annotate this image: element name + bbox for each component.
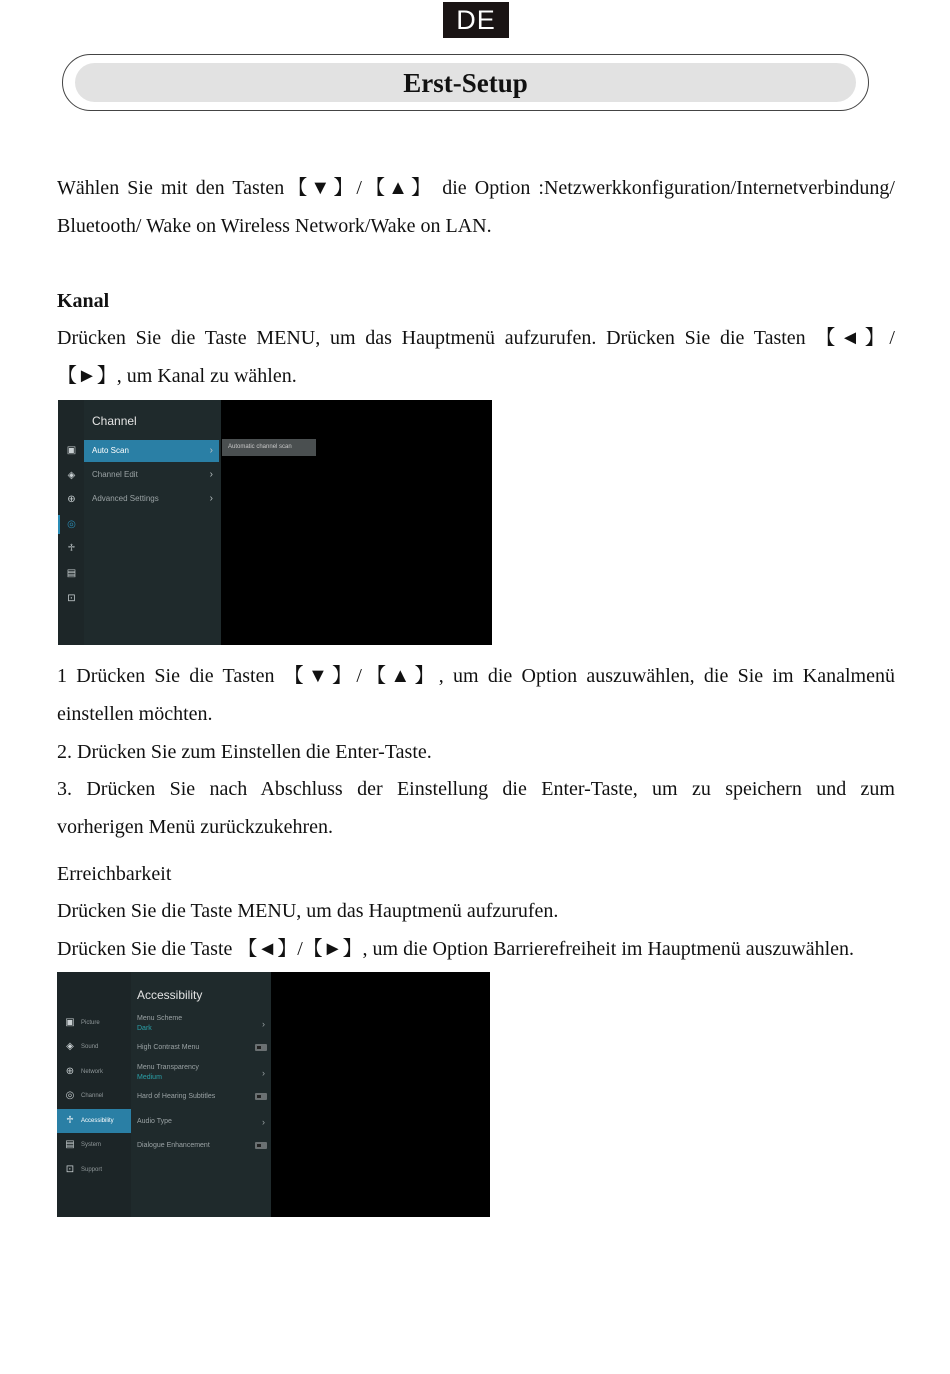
network-icon: ⊕: [67, 494, 76, 505]
menu-hint-tooltip: Automatic channel scan: [222, 439, 316, 456]
side-item-label: Network: [81, 1069, 104, 1075]
chevron-right-icon: ›: [209, 445, 213, 456]
system-icon: ▤: [66, 568, 77, 579]
step-1-line-1: 1 Drücken Sie die Tasten 【▼】/【▲】, um die Option auszuwählen, die Sie im Kanalmenü: [57, 665, 895, 687]
side-item-label: Channel: [81, 1093, 104, 1099]
menu-item-auto-scan: [84, 440, 219, 462]
tv-menu-title: Channel: [92, 414, 137, 428]
tv-side-panel: [57, 972, 131, 1217]
option-value: Dark: [137, 1025, 152, 1032]
tv-icon-bar: [58, 400, 84, 645]
chevron-right-icon: ›: [262, 1068, 265, 1078]
menu-item-label: Advanced Settings: [92, 494, 159, 503]
option-label: Dialogue Enhancement: [137, 1142, 210, 1149]
access-line-2: Drücken Sie die Taste 【◄】/【►】, um die Option Barrierefreiheit im Hauptmenü auszuwählen.: [57, 938, 855, 960]
side-item-sound: [57, 1035, 131, 1059]
side-item-label: Accessibility: [81, 1118, 114, 1124]
step-1-line-2: einstellen möchten.: [57, 703, 213, 725]
intro-line-1: Wählen Sie mit den Tasten【▼】/【▲】 die Option :Netzwerkkonfiguration/Internetverbindung/: [57, 177, 895, 199]
section-title-frame: [62, 54, 869, 111]
side-item-label: Picture: [81, 1020, 100, 1026]
step-3-line-2: vorherigen Menü zurückzukehren.: [57, 816, 333, 838]
picture-icon: ▣: [66, 445, 77, 456]
sound-icon: ◈: [67, 470, 76, 481]
side-item-accessibility: [57, 1109, 131, 1133]
side-item-channel: [57, 1084, 131, 1108]
option-menu-scheme: [137, 1014, 265, 1034]
side-item-support: [57, 1158, 131, 1182]
language-badge: DE: [443, 2, 509, 38]
option-label: Menu Scheme: [137, 1015, 183, 1022]
chevron-right-icon: ›: [209, 469, 213, 480]
channel-icon: ◎: [65, 1090, 75, 1101]
toggle-switch: [255, 1142, 267, 1149]
tv-menu-panel: [84, 400, 221, 645]
side-item-label: System: [81, 1142, 102, 1148]
menu-item-advanced-settings: [84, 488, 219, 510]
tv-menu-title: Accessibility: [137, 988, 203, 1002]
chevron-right-icon: ›: [262, 1117, 265, 1127]
selection-marker: [58, 515, 60, 534]
option-value: Medium: [137, 1074, 162, 1081]
picture-icon: ▣: [65, 1017, 75, 1028]
option-dialogue-enhancement: [137, 1141, 265, 1151]
option-menu-transparency: [137, 1063, 265, 1083]
chevron-right-icon: ›: [209, 493, 213, 504]
option-high-contrast-menu: [137, 1043, 265, 1053]
accessibility-icon: ♱: [67, 543, 76, 554]
option-label: High Contrast Menu: [137, 1044, 200, 1051]
chevron-right-icon: ›: [262, 1019, 265, 1029]
menu-item-label: Auto Scan: [92, 446, 129, 455]
system-icon: ▤: [65, 1139, 75, 1150]
kanal-heading: Kanal: [57, 290, 110, 312]
side-item-network: [57, 1060, 131, 1084]
accessibility-menu-screenshot: [57, 972, 490, 1217]
kanal-line-2: 【►】, um Kanal zu wählen.: [57, 365, 297, 387]
network-icon: ⊕: [65, 1066, 75, 1077]
access-heading: Erreichbarkeit: [57, 863, 172, 885]
channel-menu-screenshot: [58, 400, 492, 645]
accessibility-icon: ♱: [66, 1115, 74, 1126]
step-3-line-1: 3. Drücken Sie nach Abschluss der Einstellung die Enter-Taste, um zu speichern und zum: [57, 778, 895, 800]
intro-line-2: Bluetooth/ Wake on Wireless Network/Wake on LAN.: [57, 215, 492, 237]
page-title: Erst-Setup: [75, 63, 856, 102]
side-item-picture: [57, 1011, 131, 1035]
side-item-system: [57, 1133, 131, 1157]
sound-icon: ◈: [66, 1041, 74, 1052]
support-icon: ⊡: [65, 1164, 75, 1175]
kanal-line-1: Drücken Sie die Taste MENU, um das Hauptmenü aufzurufen. Drücken Sie die Tasten 【◄】/: [57, 327, 895, 349]
option-label: Hard of Hearing Subtitles: [137, 1093, 216, 1100]
option-audio-type: [137, 1117, 265, 1127]
support-icon: ⊡: [67, 593, 76, 604]
side-item-label: Support: [81, 1167, 103, 1173]
toggle-switch: [255, 1093, 267, 1100]
option-hard-of-hearing-subtitles: [137, 1092, 265, 1102]
step-2: 2. Drücken Sie zum Einstellen die Enter-Taste.: [57, 741, 432, 763]
option-label: Menu Transparency: [137, 1064, 199, 1071]
menu-item-channel-edit: [84, 464, 219, 486]
access-line-1: Drücken Sie die Taste MENU, um das Hauptmenü aufzurufen.: [57, 900, 559, 922]
menu-item-label: Channel Edit: [92, 470, 138, 479]
option-label: Audio Type: [137, 1118, 172, 1125]
channel-icon: ◎: [67, 519, 76, 530]
toggle-switch: [255, 1044, 267, 1051]
side-item-label: Sound: [81, 1044, 99, 1050]
